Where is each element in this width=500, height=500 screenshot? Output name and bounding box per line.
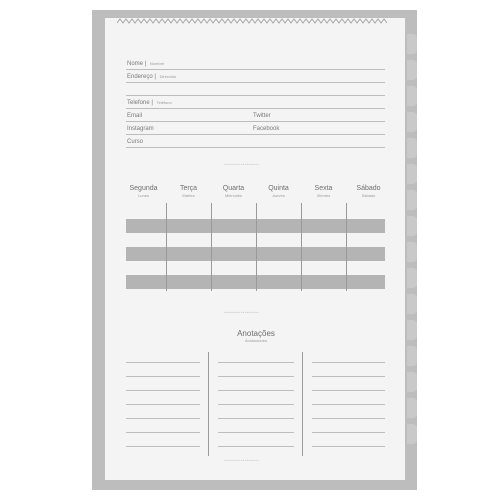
facebook-label: Facebook — [253, 126, 280, 132]
endereco-label: Endereço | Dirección — [127, 74, 177, 80]
index-tab[interactable] — [407, 216, 417, 236]
day-header-sabado: Sábado Sábado — [356, 185, 381, 198]
note-line[interactable] — [218, 390, 294, 391]
index-tab[interactable] — [407, 398, 417, 418]
schedule-column-divider — [211, 203, 212, 291]
index-tab[interactable] — [407, 112, 417, 132]
dotted-divider: ◦◦◦◦◦◦◦◦◦◦◦◦◦◦◦◦◦ — [224, 458, 260, 464]
note-line[interactable] — [126, 418, 200, 419]
note-line[interactable] — [126, 446, 200, 447]
note-line[interactable] — [312, 362, 385, 363]
instagram-facebook-field[interactable] — [126, 134, 385, 135]
schedule-column-divider — [301, 203, 302, 291]
index-tab[interactable] — [407, 190, 417, 210]
index-tab[interactable] — [407, 268, 417, 288]
note-line[interactable] — [126, 362, 200, 363]
day-header-quarta: Quarta Miércoles — [222, 185, 245, 198]
nome-label: Nome | Nombre — [127, 61, 165, 67]
telefone-label: Telefone | Teléfono — [127, 100, 172, 106]
index-tab[interactable] — [407, 138, 417, 158]
email-label: Email — [127, 113, 143, 119]
index-tab[interactable] — [407, 242, 417, 262]
index-tab[interactable] — [407, 372, 417, 392]
index-tab[interactable] — [407, 60, 417, 80]
day-header-sexta: Sexta Viernes — [314, 185, 333, 198]
day-header-terca: Terça Martes — [179, 185, 198, 198]
notes-column-divider — [302, 352, 303, 456]
index-tab[interactable] — [407, 86, 417, 106]
dotted-divider: ◦◦◦◦◦◦◦◦◦◦◦◦◦◦◦◦◦ — [224, 162, 260, 168]
note-line[interactable] — [218, 404, 294, 405]
curso-field[interactable] — [126, 147, 385, 148]
note-line[interactable] — [218, 362, 294, 363]
note-line[interactable] — [126, 376, 200, 377]
note-line[interactable] — [126, 404, 200, 405]
index-tabs — [407, 24, 419, 474]
index-tab[interactable] — [407, 424, 417, 444]
schedule-column-divider — [346, 203, 347, 291]
note-line[interactable] — [126, 432, 200, 433]
twitter-label: Twitter — [253, 113, 271, 119]
note-line[interactable] — [126, 390, 200, 391]
note-line[interactable] — [312, 376, 385, 377]
note-line[interactable] — [218, 446, 294, 447]
schedule-column-divider — [256, 203, 257, 291]
chevron-pattern-icon — [117, 18, 387, 24]
endereco-field[interactable] — [126, 82, 385, 83]
index-tab[interactable] — [407, 34, 417, 54]
note-line[interactable] — [312, 418, 385, 419]
notes-title: Anotações Anotaciones — [237, 329, 275, 343]
note-line[interactable] — [312, 432, 385, 433]
note-line[interactable] — [218, 418, 294, 419]
note-line[interactable] — [218, 432, 294, 433]
curso-label: Curso — [127, 139, 144, 145]
index-tab[interactable] — [407, 320, 417, 340]
dotted-divider: ◦◦◦◦◦◦◦◦◦◦◦◦◦◦◦◦◦ — [224, 310, 260, 316]
email-twitter-field[interactable] — [126, 121, 385, 122]
index-tab[interactable] — [407, 164, 417, 184]
note-line[interactable] — [312, 390, 385, 391]
day-header-segunda: Segunda Lunes — [129, 185, 158, 198]
schedule-column-divider — [166, 203, 167, 291]
instagram-label: Instagram — [127, 126, 154, 132]
index-tab[interactable] — [407, 346, 417, 366]
index-tab[interactable] — [407, 294, 417, 314]
note-line[interactable] — [312, 404, 385, 405]
endereco-field-2[interactable] — [126, 95, 385, 96]
day-header-quinta: Quinta Jueves — [268, 185, 289, 198]
notes-column-divider — [208, 352, 209, 456]
nome-field[interactable] — [126, 69, 385, 70]
telefone-field[interactable] — [126, 108, 385, 109]
note-line[interactable] — [218, 376, 294, 377]
note-line[interactable] — [312, 446, 385, 447]
